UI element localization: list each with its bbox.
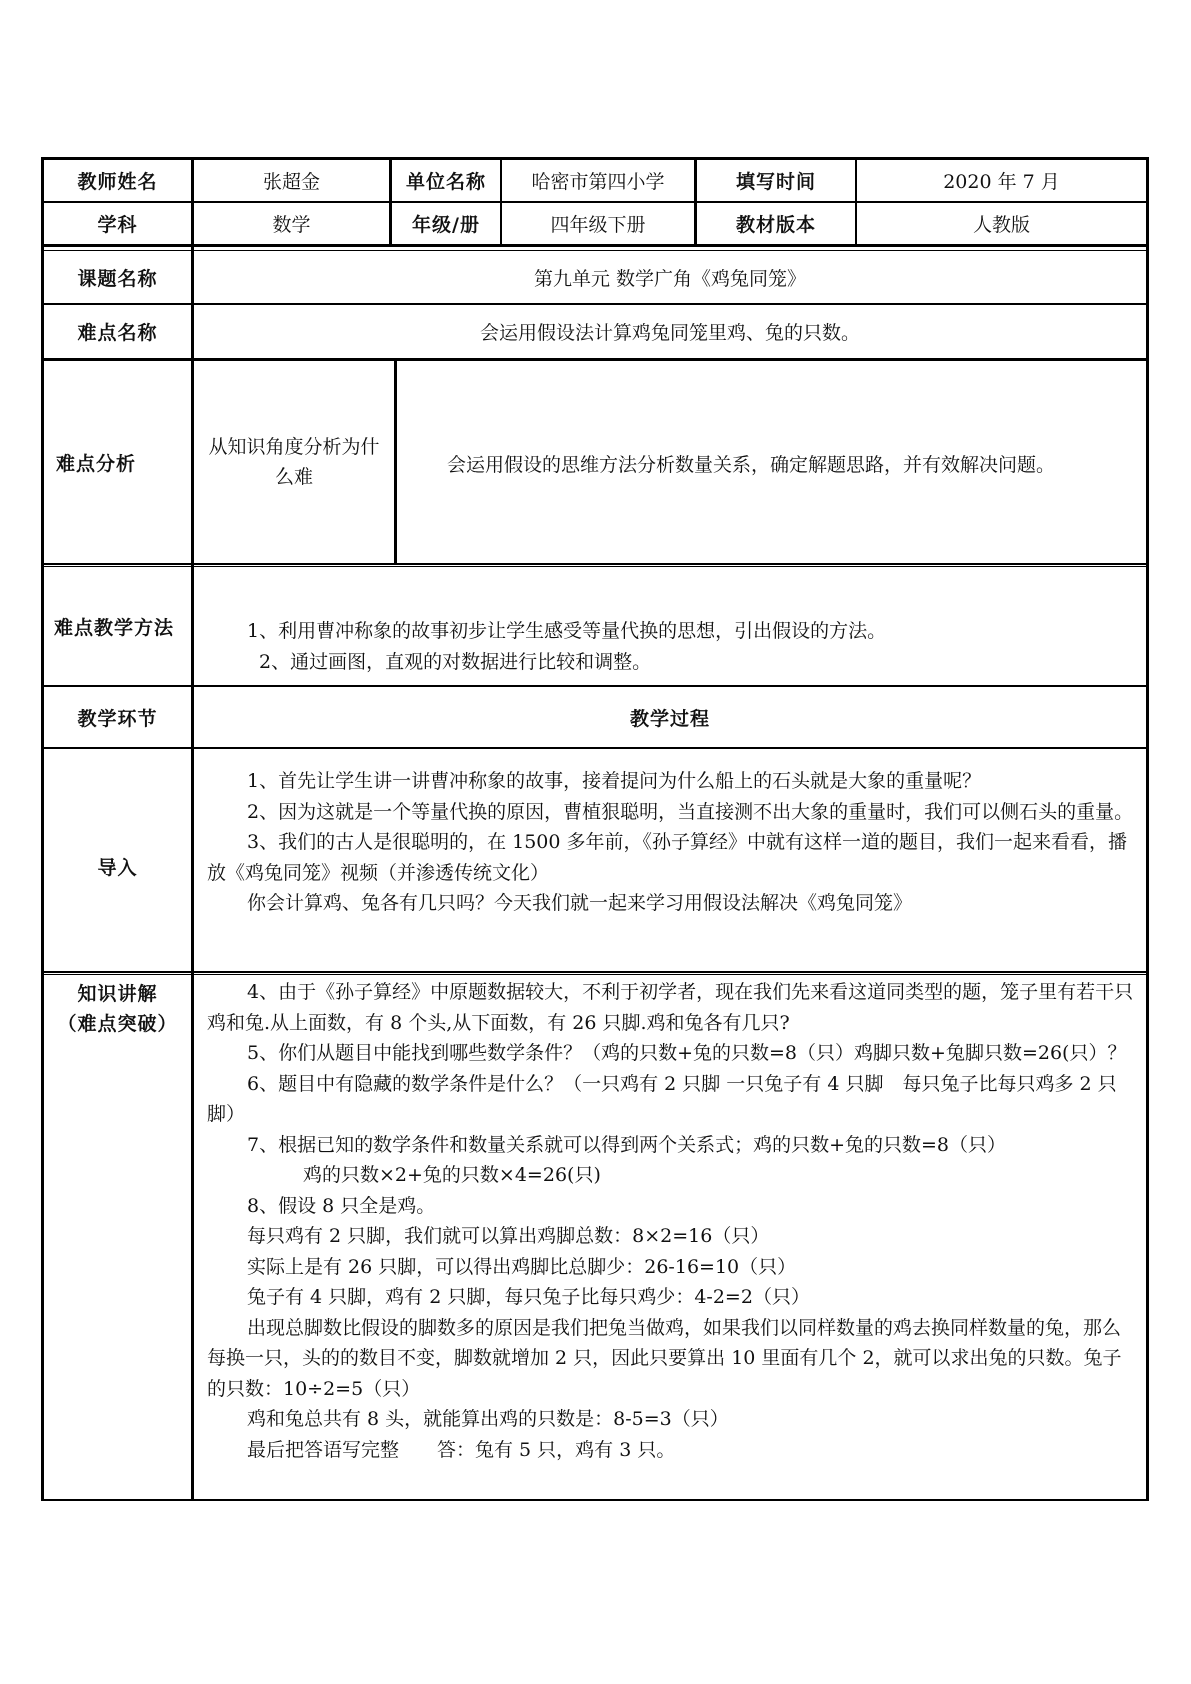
intro-text [207,766,1139,919]
process-content-label: 教学过程 [629,707,710,730]
knowledge-line-2: 5、你们从题目中能找到哪些数学条件？（鸡的只数+兔的只数=8（只）鸡脚只数+兔脚只数=26(只）？ [247,1042,1127,1064]
knowledge-line-7: 每只鸡有 2 只脚，我们就可以算出鸡脚总数：8×2=16（只） [247,1225,770,1247]
intro-line-1: 1、首先让学生讲一讲曹冲称象的故事，接着提问为什么船上的石头就是大象的重量呢？ [247,770,982,792]
topic-label: 课题名称 [77,267,158,290]
unit-name-value: 哈密市第四小学 [531,171,665,193]
fill-time-label: 填写时间 [735,171,816,193]
rule-analysis-col [394,358,397,565]
knowledge-line-3: 6、题目中有隐藏的数学条件是什么？（一只鸡有 2 只脚 一只兔子有 4 只脚 每只兔子比每只鸡多 2 只脚） [207,1072,1117,1125]
rule-7 [41,566,1149,567]
rule-label-col [191,157,194,1501]
intro-label: 导入 [97,857,138,879]
rule-right [1146,157,1149,1501]
method-text [247,616,1137,677]
difficulty-label: 难点名称 [77,322,158,344]
knowledge-line-12: 最后把答语写完整 答：兔有 5 只，鸡有 3 只。 [247,1438,676,1461]
intro-line-2: 2、因为这就是一个等量代换的原因，曹植狠聪明，当直接测不出大象的重量时，我们可以侧石头的重量。 [247,800,1134,823]
knowledge-label-line-2: （难点突破） [57,1013,178,1035]
analysis-label: 难点分析 [56,452,137,475]
knowledge-line-10: 出现总脚数比假设的脚数多的原因是我们把兔当做鸡，如果我们以同样数量的鸡去换同样数量的兔，那么每换一只，头的的数目不变，脚数就增加 2 只，因此只要算出 10 里面有几个 2，就可以求出兔的只数。兔子的只数：10÷2=5（只） [207,1316,1122,1400]
rule-bottom [41,1499,1149,1501]
grade-label: 年级/册 [412,214,480,236]
rule-10 [41,971,1149,973]
knowledge-text [207,977,1139,1465]
knowledge-label-line-1: 知识讲解 [77,983,158,1005]
edition-label: 教材版本 [735,214,816,236]
method-line-2: 2、通过画图，直观的对数据进行比较和调整。 [259,650,652,673]
knowledge-line-6: 8、假设 8 只全是鸡。 [247,1194,436,1217]
subject-label: 学科 [97,214,138,236]
analysis-sub-label-text: 从知识角度分析为什么难 [208,436,380,488]
grade-value: 四年级下册 [550,214,646,236]
knowledge-line-9: 兔子有 4 只脚，鸡有 2 只脚，每只兔子比每只鸡少：4-2=2（只） [247,1286,810,1308]
rule-9 [41,747,1149,749]
knowledge-line-8: 实际上是有 26 只脚，可以得出鸡脚比总脚少：26-16=10（只） [247,1255,797,1278]
unit-name-label: 单位名称 [405,171,486,193]
subject-value: 数学 [272,214,311,236]
knowledge-line-1: 4、由于《孙子算经》中原题数据较大，不利于初学者，现在我们先来看这道同类型的题，笼子里有若干只鸡和兔.从上面数，有 8 个头,从下面数，有 26 只脚.鸡和兔各有几只? [207,981,1134,1034]
rule-2 [41,244,1149,247]
rule-6 [41,563,1149,565]
teacher-name-label: 教师姓名 [77,171,158,193]
knowledge-line-4: 7、根据已知的数学条件和数量关系就可以得到两个关系式；鸡的只数+兔的只数=8（只） [247,1133,1007,1156]
rule-11 [41,974,1149,975]
knowledge-line-5: 鸡的只数×2+兔的只数×4=26(只) [303,1164,601,1186]
intro-line-4: 你会计算鸡、兔各有几只吗？今天我们就一起来学习用假设法解决《鸡兔同笼》 [247,892,913,914]
teacher-name-value: 张超金 [262,171,320,193]
method-line-1: 1、利用曹冲称象的故事初步让学生感受等量代换的思想，引出假设的方法。 [247,620,887,642]
topic-value: 第九单元 数学广角《鸡兔同笼》 [533,267,807,290]
fill-time-value: 2020 年 7 月 [943,171,1060,193]
edition-value: 人教版 [972,214,1030,236]
analysis-value: 会运用假设的思维方法分析数量关系，确定解题思路，并有效解决问题。 [447,454,1056,476]
knowledge-label [44,975,191,1055]
method-label: 难点教学方法 [54,616,175,639]
process-step-label: 教学环节 [77,707,158,730]
analysis-sub-label [194,361,394,563]
difficulty-value: 会运用假设法计算鸡兔同笼里鸡、兔的只数。 [479,322,860,344]
knowledge-line-11: 鸡和兔总共有 8 头，就能算出鸡的只数是：8-5=3（只） [247,1408,729,1430]
intro-line-3: 3、我们的古人是很聪明的，在 1500 多年前，《孙子算经》中就有这样一道的题目，我们一起来看看，播放《鸡兔同笼》视频（并渗透传统文化） [207,831,1128,884]
